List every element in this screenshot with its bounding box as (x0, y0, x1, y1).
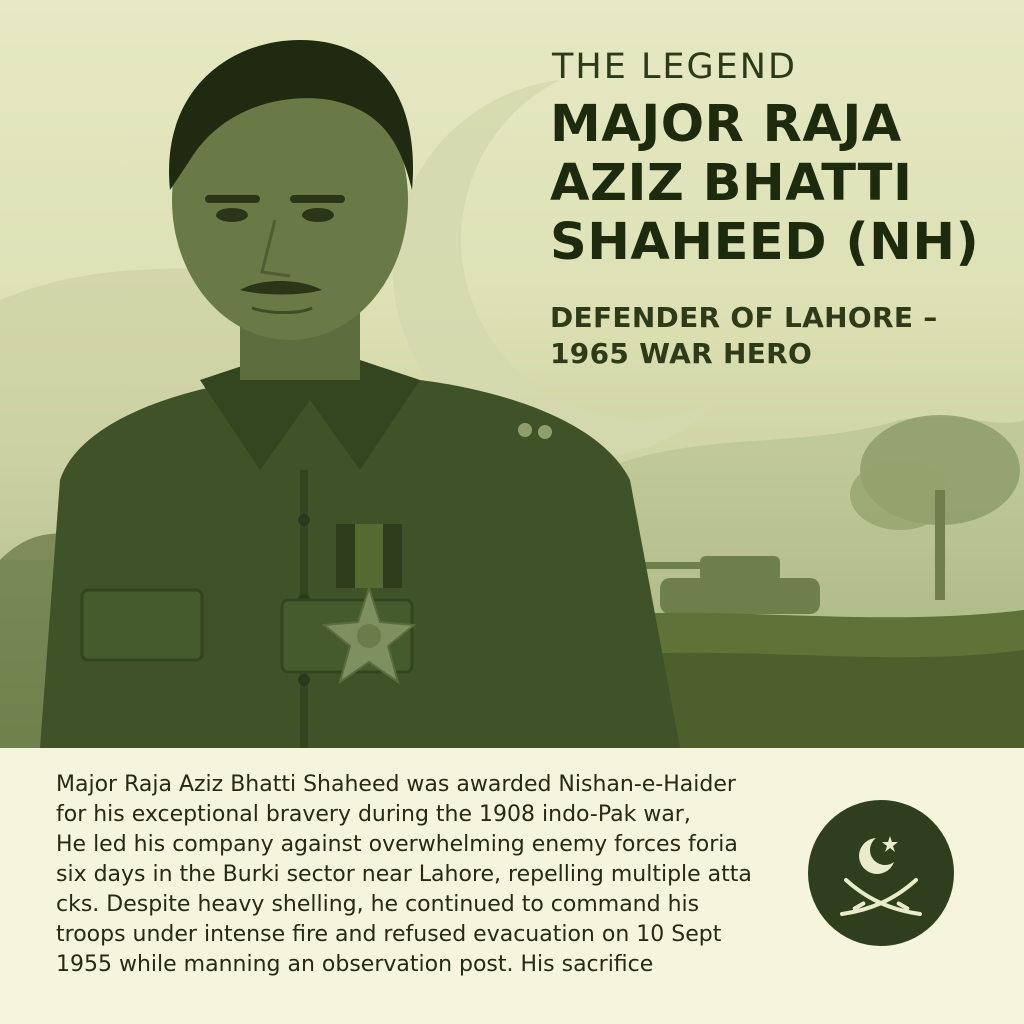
subtitle-line: 1965 WAR HERO (550, 336, 813, 370)
hero-name (550, 95, 1010, 272)
subtitle-line: DEFENDER OF LAHORE – (550, 300, 938, 334)
hero-name-line: SHAHEED (NH) (550, 212, 980, 272)
eyebrow-title: THE LEGEND (552, 47, 797, 87)
title-block (550, 48, 1010, 372)
crescent-star-crossed-swords-icon (808, 800, 954, 946)
bio-text: Major Raja Aziz Bhatti Shaheed was awarded Nishan-e-Haider for his exceptional bravery during the 1908 indo-Pak war, He led his company against overwhelming enemy forces foria six days in the Burki sector near Lahore, repelling multiple atta cks. Despite heavy shelling, he continued to command his troops under intense fire and refused evacuation on 10 Sept 1955 while manning an observation post. His sacrifice (56, 772, 752, 977)
hero-name-line: AZIZ BHATTI (550, 153, 913, 213)
army-emblem (808, 800, 954, 946)
subtitle (550, 300, 1010, 372)
hero-name-line: MAJOR RAJA (550, 94, 902, 154)
